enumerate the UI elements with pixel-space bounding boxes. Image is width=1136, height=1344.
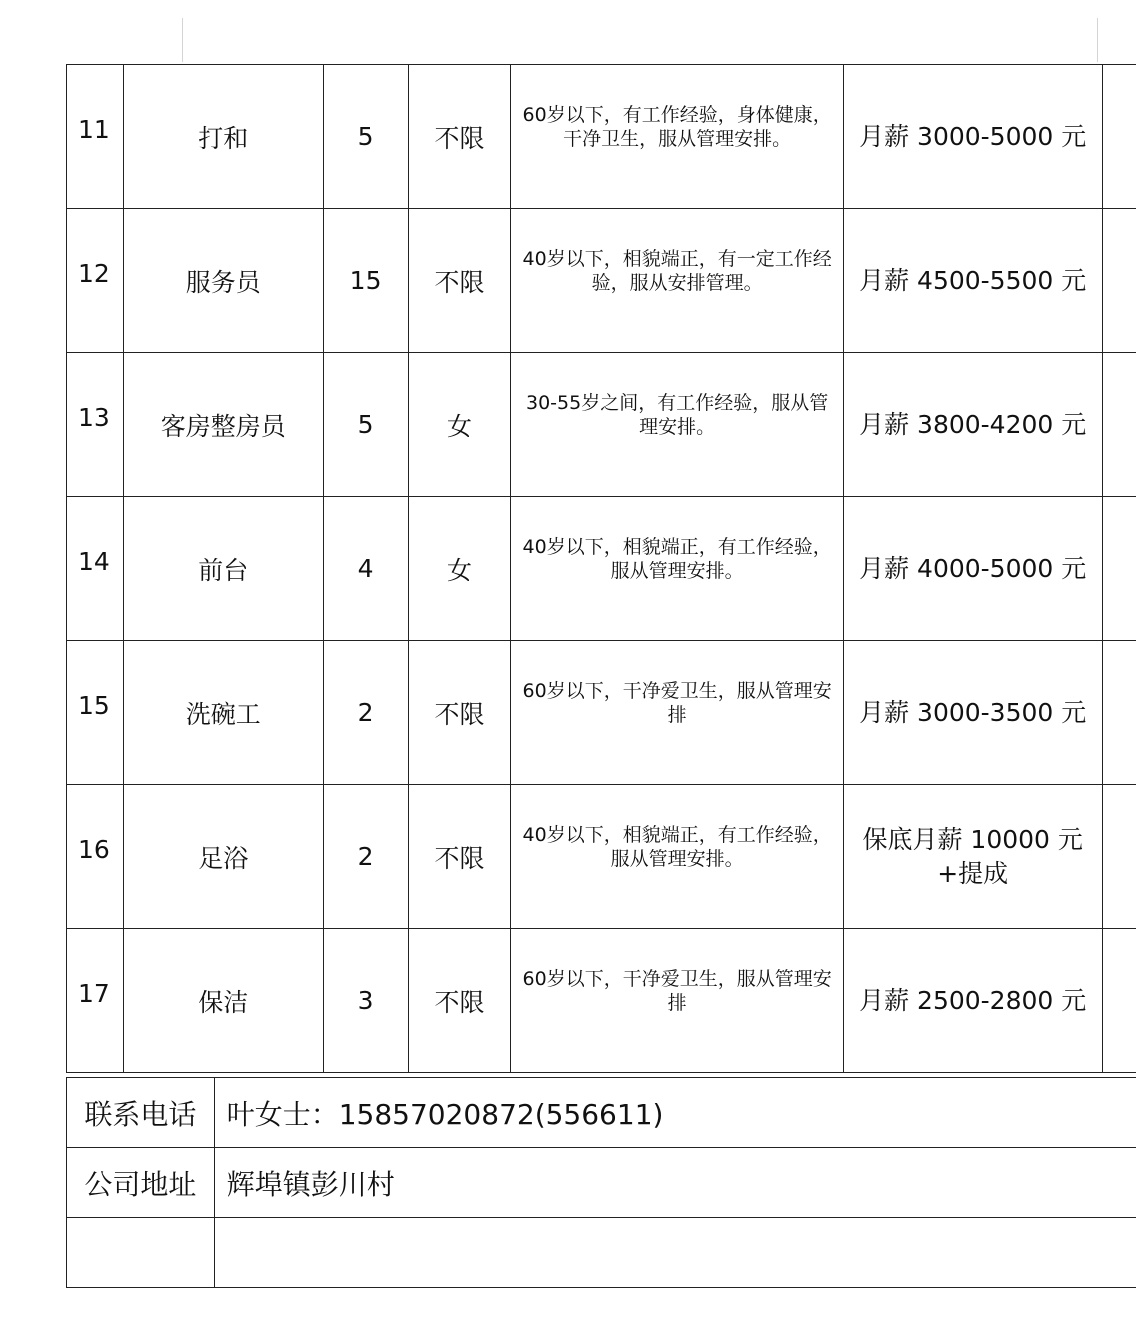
position-name: 保洁 <box>123 929 323 1073</box>
job-requirement <box>511 785 843 929</box>
job-requirement <box>511 929 843 1073</box>
row-number: 13 <box>67 353 124 497</box>
job-requirement <box>511 641 843 785</box>
contact-phone-row <box>67 1078 1136 1148</box>
hire-count: 2 <box>323 641 408 785</box>
position-name: 前台 <box>123 497 323 641</box>
hire-count: 15 <box>323 209 408 353</box>
contact-address-row <box>67 1148 1136 1218</box>
position-name: 打和 <box>123 65 323 209</box>
extra-cell <box>1102 929 1136 1073</box>
salary-text: 月薪 4000-5000 元 <box>859 553 1087 583</box>
table-row <box>67 929 1136 1073</box>
salary <box>843 497 1102 641</box>
gender-requirement: 不限 <box>408 929 511 1073</box>
row-number: 14 <box>67 497 124 641</box>
hire-count: 5 <box>323 65 408 209</box>
position-name: 服务员 <box>123 209 323 353</box>
row-number: 15 <box>67 641 124 785</box>
extra-cell <box>1102 353 1136 497</box>
table-row <box>67 641 1136 785</box>
job-requirement <box>511 353 843 497</box>
salary-extra: +提成 <box>937 858 1009 888</box>
salary <box>843 929 1102 1073</box>
extra-cell <box>1102 65 1136 209</box>
extra-cell <box>1102 641 1136 785</box>
phone-value: 叶女士：15857020872(556611) <box>214 1078 1136 1148</box>
hire-count: 2 <box>323 785 408 929</box>
job-requirement-text: 60岁以下，干净爱卫生，服从管理安排 <box>522 679 832 726</box>
contact-empty-row <box>67 1218 1136 1288</box>
salary <box>843 641 1102 785</box>
job-requirement-text: 60岁以下，干净爱卫生，服从管理安排 <box>522 967 832 1014</box>
job-requirement <box>511 65 843 209</box>
gender-requirement: 女 <box>408 353 511 497</box>
salary-text: 月薪 3000-3500 元 <box>859 697 1087 727</box>
empty-value <box>214 1218 1136 1288</box>
gender-requirement: 不限 <box>408 785 511 929</box>
hire-count: 5 <box>323 353 408 497</box>
contact-table <box>66 1077 1136 1288</box>
page-margin-mark-right <box>1097 18 1098 62</box>
job-requirement-text: 40岁以下，相貌端正，有工作经验，服从管理安排。 <box>522 535 832 582</box>
hire-count: 3 <box>323 929 408 1073</box>
gender-requirement: 不限 <box>408 65 511 209</box>
job-requirement-text: 60岁以下，有工作经验，身体健康，干净卫生，服从管理安排。 <box>522 103 832 150</box>
gender-requirement: 不限 <box>408 641 511 785</box>
table-row <box>67 497 1136 641</box>
row-number: 11 <box>67 65 124 209</box>
position-name: 足浴 <box>123 785 323 929</box>
salary <box>843 65 1102 209</box>
job-requirement <box>511 209 843 353</box>
gender-requirement: 不限 <box>408 209 511 353</box>
extra-cell <box>1102 209 1136 353</box>
job-requirement-text: 30-55岁之间，有工作经验，服从管理安排。 <box>526 391 829 438</box>
phone-label: 联系电话 <box>67 1078 215 1148</box>
row-number: 12 <box>67 209 124 353</box>
job-table <box>66 64 1136 1073</box>
job-requirement-text: 40岁以下，相貌端正，有工作经验，服从管理安排。 <box>522 823 832 870</box>
gender-requirement: 女 <box>408 497 511 641</box>
salary-text: 月薪 3800-4200 元 <box>859 409 1087 439</box>
job-requirement <box>511 497 843 641</box>
table-row <box>67 65 1136 209</box>
row-number: 17 <box>67 929 124 1073</box>
extra-cell <box>1102 785 1136 929</box>
address-value: 辉埠镇彭川村 <box>214 1148 1136 1218</box>
hire-count: 4 <box>323 497 408 641</box>
salary <box>843 785 1102 929</box>
page-margin-mark-left <box>182 18 183 62</box>
row-number: 16 <box>67 785 124 929</box>
address-label: 公司地址 <box>67 1148 215 1218</box>
empty-label <box>67 1218 215 1288</box>
salary-text: 月薪 3000-5000 元 <box>859 121 1087 151</box>
position-name: 客房整房员 <box>123 353 323 497</box>
job-requirement-text: 40岁以下，相貌端正，有一定工作经验，服从安排管理。 <box>522 247 832 294</box>
salary-text: 月薪 2500-2800 元 <box>859 985 1087 1015</box>
extra-cell <box>1102 497 1136 641</box>
salary <box>843 353 1102 497</box>
salary-text: 月薪 4500-5500 元 <box>859 265 1087 295</box>
table-row <box>67 785 1136 929</box>
table-row <box>67 353 1136 497</box>
table-row <box>67 209 1136 353</box>
position-name: 洗碗工 <box>123 641 323 785</box>
salary <box>843 209 1102 353</box>
salary-text: 保底月薪 10000 元 <box>862 824 1083 854</box>
